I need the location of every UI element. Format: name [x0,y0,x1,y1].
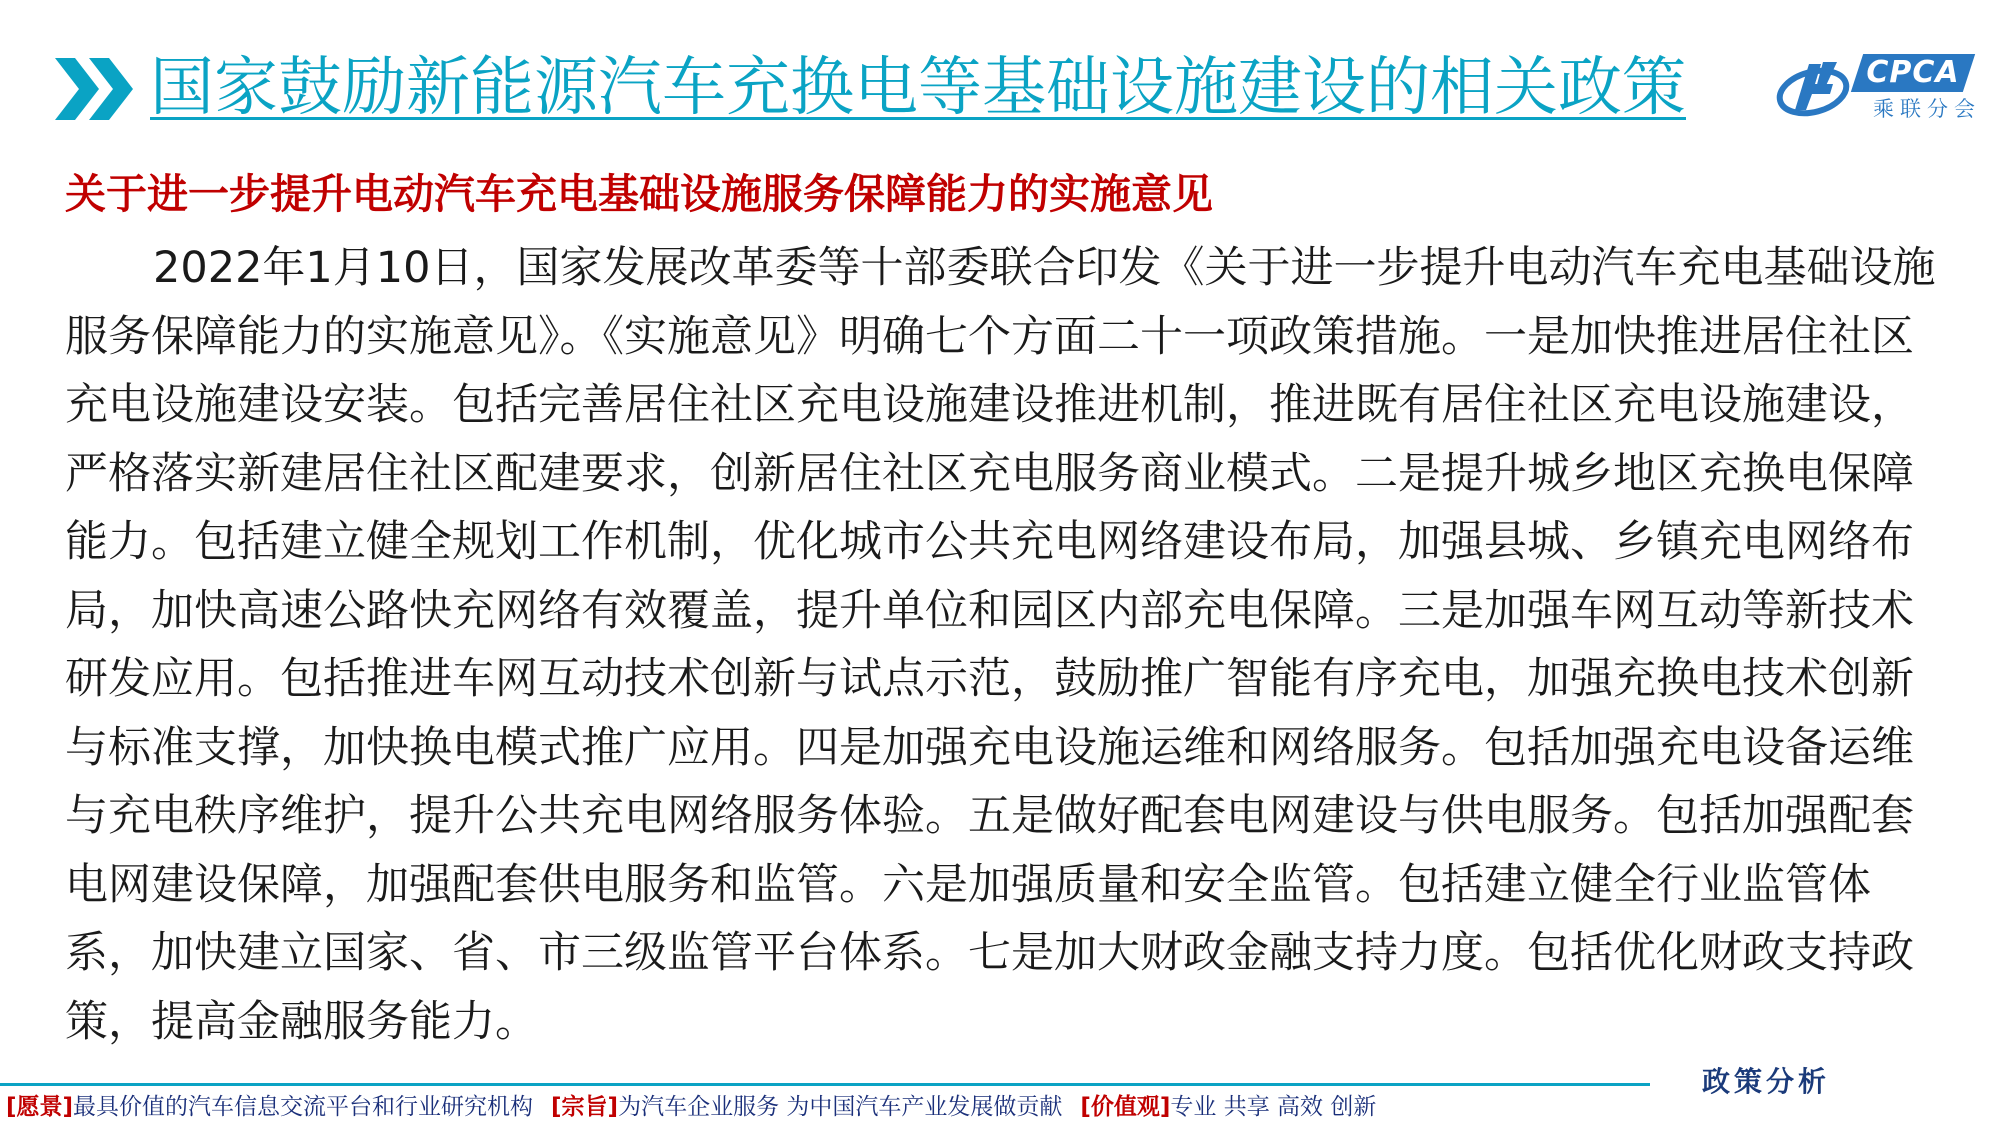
vision-tag: [愿景] [6,1094,74,1120]
body-paragraph: 2022年1月10日，国家发展改革委等十部委联合印发《关于进一步提升电动汽车充电基础设施服务保障能力的实施意见》。《实施意见》明确七个方面二十一项政策措施。一是加快推进居住社区充电设施建设安装。包括完善居住社区充电设施建设推进机制，推进既有居住社区充电设施建设，严格落实新建居住社区配建要求，创新居住社区充电服务商业模式。二是提升城乡地区充换电保障能力。包括建立健全规划工作机制，优化城市公共充电网络建设布局，加强县城、乡镇充电网络布局，加快高速公路快充网络有效覆盖，提升单位和园区内部充电保障。三是加强车网互动等新技术研发应用。包括推进车网互动技术创新与试点示范，鼓励推广智能有序充电，加强充换电技术创新与标准支撑，加快换电模式推广应用。四是加强充电设施运维和网络服务。包括加强充电设备运维与充电秩序维护，提升公共充电网络服务体验。五是做好配套电网建设与供电服务。包括加强配套电网建设保障，加强配套供电服务和监管。六是加强质量和安全监管。包括建立健全行业监管体系，加快建立国家、省、市三级监管平台体系。七是加大财政金融支持力度。包括优化财政支持政策，提高金融服务能力。 [65,243,1936,1047]
footer-divider [0,1083,1650,1086]
values-tag: [价值观] [1080,1094,1171,1120]
footer-motto [6,1090,1376,1124]
cpca-logo [1775,48,1981,124]
vision-text: 最具价值的汽车信息交流平台和行业研究机构 [73,1094,534,1120]
values-text: 专业 共享 高效 创新 [1170,1094,1377,1120]
page-title: 国家鼓励新能源汽车充换电等基础设施建设的相关政策 [150,51,1686,125]
footer-section-label: 政策分析 [1702,1065,1831,1098]
logo-chinese-name: 乘联分会 [1873,97,1981,121]
section-heading: 关于进一步提升电动汽车充电基础设施服务保障能力的实施意见 [65,170,1213,218]
mission-tag: [宗旨] [551,1094,619,1120]
mission-text: 为汽车企业服务 为中国汽车产业发展做贡献 [618,1094,1063,1120]
logo-abbr: CPCA [1866,55,1960,90]
double-chevron-icon [55,58,135,120]
logo-cpca-badge [1851,54,1975,92]
